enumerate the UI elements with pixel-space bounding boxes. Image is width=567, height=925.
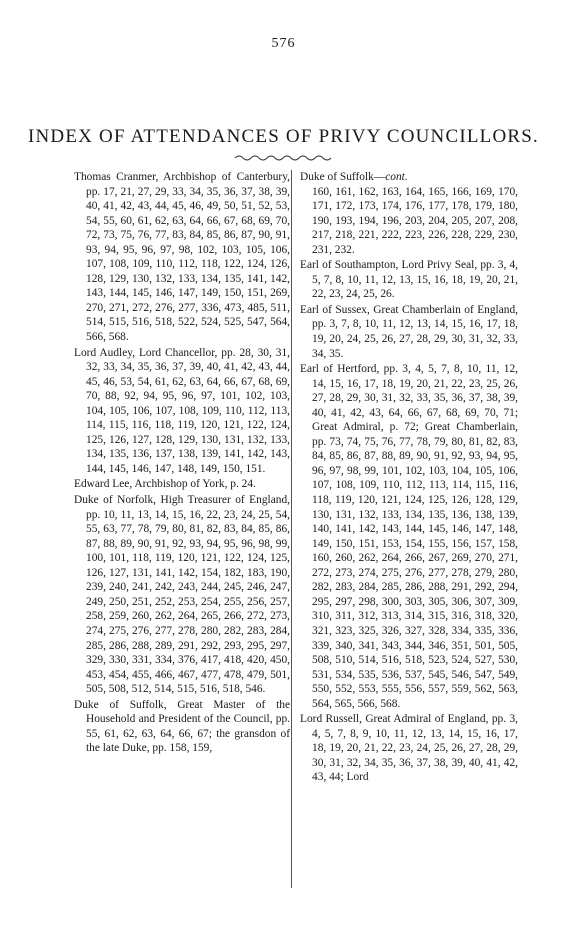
index-entry-cranmer: Thomas Cranmer, Archbishop of Canterbury, pp. 17, 21, 27, 29, 33, 34, 35, 36, 37, 38, 39, 40, 41, 42, 43, 44, 45, 46, 49, 50, 51, 52, 53, 54, 55, 60, 61, 62, 63, 64, 66, 67, 68, 69, 70, 72, 73, 75, 76, 77, 83, 84, 85, 86, 87, 90, 91, 93, 94, 95, 96, 97, 98, 102, 103, 105, 106, 107, 108, 109, 110, 112, 118, 122, 124, 126, 128, 129, 130, 132, 133, 134, 135, 141, 142, 143, 144, 145, 146, 147, 149, 150, 151, 269, 270, 271, 272, 276, 277, 336, 473, 485, 511, 514, 515, 516, 518, 522, 524, 525, 547, 564, 566, 568. xyxy=(74,171,290,344)
index-entry-audley: Lord Audley, Lord Chancellor, pp. 28, 30, 31, 32, 33, 34, 35, 36, 37, 39, 40, 41, 42, 43, 44, 45, 46, 53, 54, 61, 62, 63, 64, 66, 67, 68, 69, 70, 88, 92, 94, 95, 96, 97, 101, 102, 103, 104, 105, 106, 107, 108, 109, 110, 112, 113, 114, 115, 116, 118, 119, 120, 121, 122, 124, 125, 126, 127, 128, 129, 130, 131, 132, 133, 134, 135, 136, 137, 138, 139, 141, 142, 143, 144, 145, 146, 147, 148, 149, 150, 151. xyxy=(74,346,290,475)
index-entry-hertford: Earl of Hertford, pp. 3, 4, 5, 7, 8, 10, 11, 12, 14, 15, 16, 17, 18, 19, 20, 21, 22, 23, 25, 26, 27, 28, 29, 30, 31, 32, 33, 35, 36, 37, 38, 39, 40, 41, 42, 43, 64, 66, 67, 68, 69, 70, 71; Great Admiral, p. 72; Great Chamberlain, pp. 73, 74, 75, 76, 77, 78, 79, 80, 81, 82, 83, 84, 85, 86, 87, 88, 89, 90, 91, 92, 93, 94, 95, 96, 97, 98, 99, 101, 102, 103, 104, 105, 106, 107, 108, 109, 110, 112, 113, 114, 115, 116, 118, 119, 120, 121, 124, 125, 126, 128, 129, 130, 131, 132, 133, 134, 135, 136, 138, 139, 140, 141, 142, 143, 144, 145, 146, 147, 148, 149, 150, 151, 153, 154, 155, 156, 157, 158, 160, 260, 262, 264, 266, 267, 269, 270, 271, 272, 273, 274, 275, 276, 277, 278, 279, 280, 282, 283, 284, 285, 286, 288, 291, 292, 294, 295, 297, 298, 300, 303, 305, 306, 307, 309, 310, 311, 312, 313, 314, 315, 316, 318, 320, 321, 323, 325, 326, 327, 328, 334, 335, 336, 339, 340, 341, 343, 344, 346, 351, 501, 505, 508, 510, 514, 516, 518, 523, 524, 527, 530, 531, 534, 535, 536, 537, 545, 546, 547, 549, 550, 552, 553, 555, 556, 557, 559, 562, 563, 564, 565, 566, 568. xyxy=(300,363,518,710)
index-entry-suffolk-continued-header xyxy=(300,170,518,185)
index-entry-suffolk: Duke of Suffolk, Great Master of the Household and President of the Council, pp. 55, 61, 62, 63, 64, 66, 67; the gransdon of the late Duke, pp. 158, 159, xyxy=(74,698,290,755)
continued-entry-name: Duke of Suffolk— xyxy=(300,171,386,183)
page-number: 576 xyxy=(271,36,296,51)
index-entry-norfolk: Duke of Norfolk, High Treasurer of England, pp. 10, 11, 13, 14, 15, 16, 22, 23, 24, 25, 54, 55, 63, 77, 78, 79, 80, 81, 82, 83, 84, 85, 86, 87, 88, 89, 90, 91, 92, 93, 94, 95, 96, 98, 99, 100, 101, 118, 119, 120, 121, 122, 124, 125, 126, 127, 131, 141, 142, 154, 182, 183, 190, 239, 240, 241, 242, 243, 244, 245, 246, 247, 249, 250, 251, 252, 253, 254, 255, 256, 257, 258, 259, 260, 262, 264, 265, 266, 272, 273, 274, 275, 276, 277, 278, 280, 282, 283, 284, 285, 286, 288, 289, 291, 292, 293, 295, 297, 329, 330, 331, 334, 376, 417, 418, 420, 450, 453, 454, 455, 466, 467, 477, 478, 479, 501, 505, 508, 512, 514, 515, 516, 518, 546. xyxy=(74,494,290,696)
decorative-rule xyxy=(233,152,333,164)
index-entry-southampton: Earl of Southampton, Lord Privy Seal, pp. 3, 4, 5, 7, 8, 10, 11, 12, 13, 15, 16, 18, 19, 20, 21, 22, 23, 24, 25, 26. xyxy=(300,259,518,301)
index-entry-suffolk-continued: 160, 161, 162, 163, 164, 165, 166, 169, 170, 171, 172, 173, 174, 176, 177, 178, 179, 180, 190, 193, 194, 196, 203, 204, 205, 207, 208, 217, 218, 221, 222, 223, 226, 228, 229, 230, 231, 232. xyxy=(312,185,518,256)
index-entry-russell: Lord Russell, Great Admiral of England, pp. 3, 4, 5, 7, 8, 9, 10, 11, 12, 13, 14, 15, 16, 17, 18, 19, 20, 21, 22, 23, 24, 25, 26, 27, 28, 29, 30, 31, 32, 34, 35, 36, 37, 38, 39, 40, 41, 42, 43, 44; Lord xyxy=(300,713,518,784)
index-entry-lee: Edward Lee, Archbishop of York, p. 24. xyxy=(74,478,256,491)
index-column-right xyxy=(300,170,518,785)
index-entry-sussex: Earl of Sussex, Great Chamberlain of England, pp. 3, 7, 8, 10, 11, 12, 13, 14, 15, 16, 17, 18, 19, 20, 24, 25, 26, 27, 28, 29, 30, 31, 32, 33, 34, 35. xyxy=(300,303,518,360)
index-column-left xyxy=(74,170,290,756)
column-divider xyxy=(291,170,292,888)
continued-marker: cont. xyxy=(385,171,408,183)
page-title: INDEX OF ATTENDANCES OF PRIVY COUNCILLORS. xyxy=(27,126,539,147)
